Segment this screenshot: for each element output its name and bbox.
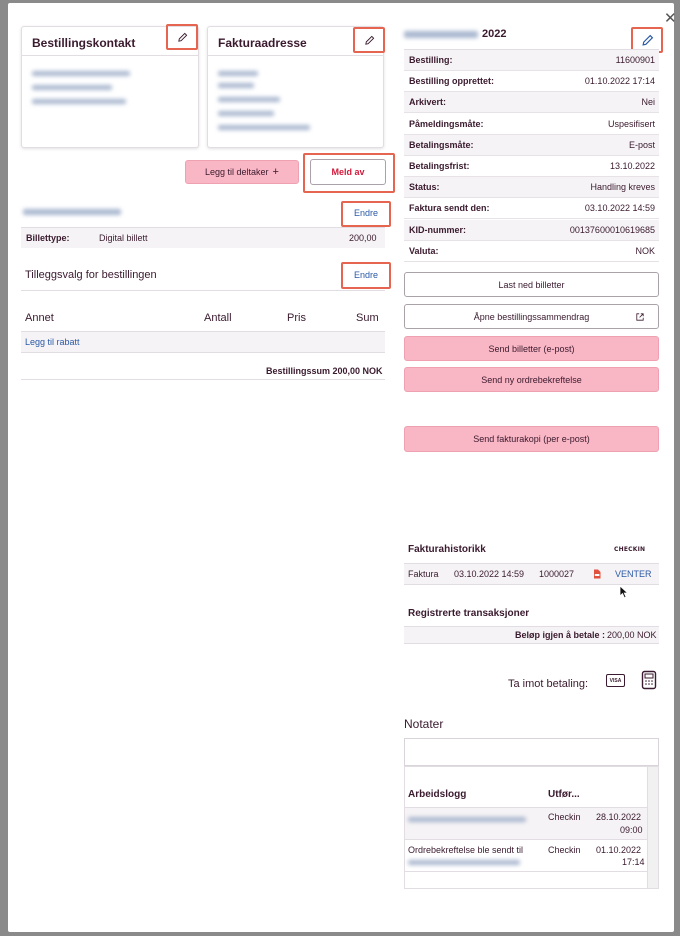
performed-by-header: Utfør... (548, 789, 580, 800)
invoice-date: 03.10.2022 14:59 (454, 569, 525, 579)
redacted-text (218, 97, 280, 102)
redacted-text (32, 71, 130, 76)
divider (404, 871, 647, 872)
close-icon[interactable]: ✕ (664, 10, 677, 27)
info-row (404, 71, 659, 92)
unsubscribe-label: Meld av (331, 167, 365, 177)
edit-ticket-link[interactable]: Endre (354, 208, 379, 218)
divider (21, 352, 385, 353)
payment-terminal-icon[interactable] (641, 670, 657, 690)
info-row (404, 135, 659, 156)
download-tickets-label: Last ned billetter (498, 279, 565, 290)
info-value: E-post (628, 139, 655, 150)
divider (404, 839, 647, 840)
info-key: Valuta: (409, 245, 439, 256)
edit-invoice-address-button[interactable] (353, 27, 385, 53)
col-header-sum: Sum (356, 312, 379, 324)
visa-card-icon[interactable] (606, 674, 625, 687)
info-row (404, 220, 659, 241)
redacted-text (218, 125, 310, 130)
pencil-icon (364, 35, 375, 46)
info-row (404, 92, 659, 113)
worklog-time: 17:14 (622, 857, 645, 867)
info-key: Faktura sendt den: (409, 203, 490, 214)
divider (21, 379, 385, 380)
send-invoice-copy-label: Send fakturakopi (per e-post) (473, 434, 590, 444)
info-key: Betalingsfrist: (409, 161, 470, 171)
redacted-text (218, 83, 254, 88)
addons-title: Tilleggsvalg for bestillingen (25, 269, 157, 281)
ticket-price: 200,00 (349, 233, 377, 243)
redacted-text (218, 71, 258, 76)
ticket-type-row (21, 228, 385, 248)
redacted-text (218, 111, 274, 116)
redacted-event-title (404, 31, 478, 38)
open-summary-button[interactable] (404, 304, 659, 329)
add-discount-link[interactable]: Legg til rabatt (25, 337, 80, 347)
mouse-cursor-icon (619, 585, 629, 599)
worklog-date: 28.10.2022 (596, 812, 642, 822)
invoice-type: Faktura (408, 569, 439, 579)
edit-contact-button[interactable] (166, 24, 198, 50)
info-row (404, 198, 659, 219)
info-value: 11600901 (615, 55, 655, 65)
info-value: Nei (641, 97, 655, 108)
pencil-icon (641, 34, 654, 47)
info-key: Arkivert: (409, 97, 447, 108)
redacted-text (408, 817, 526, 822)
info-value: 01.10.2022 17:14 (584, 76, 655, 87)
info-key: Påmeldingsmåte: (409, 118, 484, 129)
info-value: 13.10.2022 (609, 161, 655, 171)
open-summary-label: Åpne bestillingssammendrag (473, 311, 590, 322)
unsubscribe-button[interactable] (310, 159, 386, 185)
col-header-annet: Annet (25, 312, 54, 324)
download-tickets-button[interactable] (404, 272, 659, 297)
send-tickets-label: Send billetter (e-post) (488, 343, 575, 354)
visa-label: VISA (609, 677, 622, 684)
add-participant-button[interactable] (185, 160, 299, 184)
order-modal (8, 3, 677, 932)
info-key: Betalingsmåte: (409, 139, 474, 150)
info-value: 00137600010619685 (569, 224, 655, 235)
edit-addons-link[interactable]: Endre (354, 270, 379, 280)
info-value: Uspesifisert (607, 118, 655, 129)
send-confirmation-button[interactable] (404, 367, 659, 392)
plus-icon: + (272, 166, 279, 178)
send-confirmation-label: Send ny ordrebekreftelse (481, 374, 582, 385)
pencil-icon (177, 32, 188, 43)
divider (22, 55, 198, 56)
info-row (404, 177, 659, 198)
info-row (404, 241, 659, 262)
worklog-text: Ordrebekreftelse ble sendt til (408, 845, 524, 855)
divider (21, 290, 385, 291)
info-key: Status: (409, 182, 440, 193)
notes-input[interactable] (404, 738, 659, 766)
col-header-antall: Antall (204, 312, 232, 324)
pdf-icon[interactable] (593, 569, 601, 579)
external-link-icon (636, 313, 644, 321)
remaining-value: 200,00 NOK (607, 630, 657, 640)
invoice-status-link[interactable]: VENTER (615, 569, 652, 579)
redacted-text (32, 85, 112, 90)
divider (208, 55, 383, 56)
order-total: Bestillingssum 200,00 NOK (266, 366, 383, 376)
remaining-key: Beløp igjen å betale : (515, 630, 606, 640)
send-tickets-button[interactable] (404, 336, 659, 361)
info-row (404, 156, 659, 177)
notes-title: Notater (404, 717, 444, 731)
worklog-by: Checkin (548, 812, 581, 822)
event-title-year: 2022 (482, 28, 507, 40)
info-key: Bestilling opprettet: (409, 76, 494, 87)
info-value: NOK (635, 245, 655, 256)
redacted-ticket-name (23, 209, 121, 215)
info-value: Handling kreves (590, 182, 655, 193)
worklog-header: Arbeidslogg (408, 789, 467, 800)
invoice-card-title: Fakturaadresse (218, 36, 307, 50)
worklog-date: 01.10.2022 (596, 845, 642, 855)
contact-card-title: Bestillingskontakt (32, 36, 136, 50)
ticket-type-value: Digital billett (99, 233, 148, 243)
send-invoice-copy-button[interactable] (404, 426, 659, 452)
accept-payment-label: Ta imot betaling: (508, 678, 589, 690)
worklog-time: 09:00 (620, 825, 643, 835)
info-value: 03.10.2022 14:59 (584, 203, 655, 214)
info-key: Bestilling: (409, 55, 453, 65)
transactions-title: Registrerte transaksjoner (408, 608, 530, 619)
checkin-logo: CHECKIN (614, 546, 646, 553)
ticket-type-key: Billettype: (26, 233, 70, 243)
redacted-text (32, 99, 126, 104)
info-row (404, 114, 659, 135)
info-key: KID-nummer: (409, 224, 467, 235)
info-row (404, 50, 659, 71)
invoice-number: 1000027 (539, 569, 575, 579)
worklog-scrollbar[interactable] (647, 767, 658, 888)
invoice-history-title: Fakturahistorikk (408, 544, 486, 555)
redacted-text (408, 860, 520, 865)
col-header-pris: Pris (287, 312, 306, 324)
add-participant-label: Legg til deltaker (205, 167, 269, 177)
worklog-by: Checkin (548, 845, 581, 855)
